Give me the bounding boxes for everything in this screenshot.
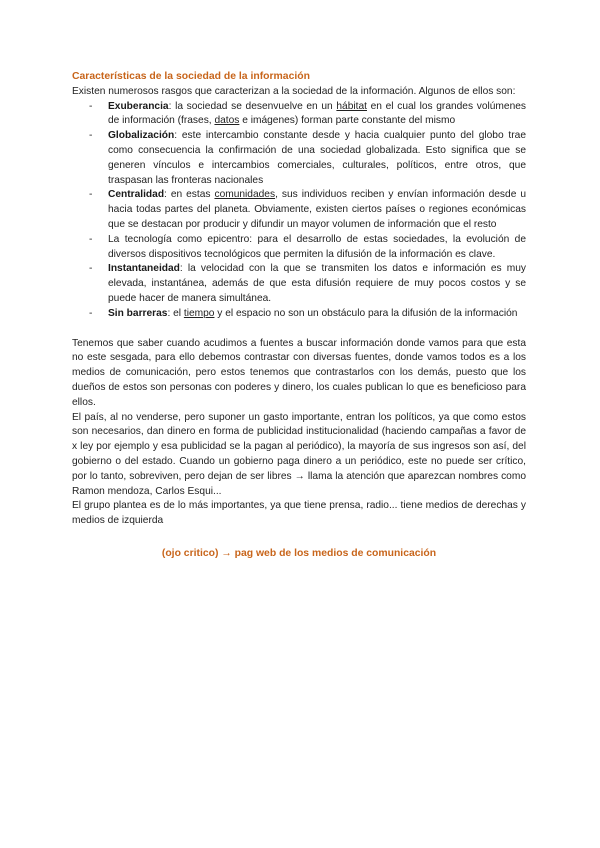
item-text: y el espacio no son un obstáculo para la difusión de la información xyxy=(214,307,518,319)
document-body xyxy=(72,70,526,562)
bullet-dash: - xyxy=(89,130,93,142)
body-paragraph-3: El grupo plantea es de lo más importantes, ya que tiene prensa, radio... tiene medios de derechas y medios de izquierda xyxy=(72,500,526,527)
bullet-dash: - xyxy=(89,307,93,319)
body-paragraph-1: Tenemos que saber cuando acudimos a fuentes a buscar información donde vamos para que esta no este sesgada, para ello debemos contrastar con diversas fuentes, donde vamos todos es a los medios de comunicación, pero estos tenemos que contrastarlos con los demás, puesto que los dueños de estos son personas con poderes y dinero, los cuales publican lo que es beneficioso para ellos. xyxy=(72,337,526,408)
item-text: , sus individuos reciben y envían información desde u hacia todas partes del planeta. Obviamente, existen ciertos países o regiones económicas que se destacan por producir y difundir un mayor volumen de información que el resto xyxy=(108,189,526,230)
list-item-globalizacion xyxy=(72,129,526,188)
list-item-exuberancia xyxy=(72,100,526,130)
link-habitat[interactable]: hábitat xyxy=(336,100,367,112)
list-item-centralidad xyxy=(72,188,526,232)
term-label: Instantaneidad xyxy=(108,263,180,275)
intro-paragraph: Existen numerosos rasgos que caracterizan a la sociedad de la información. Algunos de ellos son: xyxy=(72,85,516,97)
item-text: : la sociedad se desenvuelve en un xyxy=(168,100,337,112)
footer-note: (ojo critico) → pag web de los medios de comunicación xyxy=(161,547,437,559)
item-text: : el xyxy=(167,307,184,319)
body-paragraph-2: El país, al no venderse, pero suponer un gasto importante, entran los políticos, ya que como estos son necesarios, dan dinero en forma de publicidad institucionalidad (haciendo campañas a favor de x ley por ejemplo y esa publicidad se la pagan al periódico), la mayoría de sus ingresos son así, del gobierno o del estado. Cuando un gobierno paga dinero a un periódico, este no puede ser crítico, por lo tanto, sobreviven, pero dejan de ser libres → llama la atención que aparezcan nombres como Ramon mendoza, Carlos Esqui... xyxy=(72,411,526,497)
link-tiempo[interactable]: tiempo xyxy=(183,307,215,319)
section-heading: Características de la sociedad de la información xyxy=(72,71,310,82)
term-label: Exuberancia xyxy=(108,100,169,112)
item-text: en el cual los grandes volúmenes de información (frases, xyxy=(108,100,526,127)
item-text: : este intercambio constante desde y hacia cualquier punto del globo trae como consecuencia la confirmación de una sociedad globalizada. Esto significa que se generen vínculos e intercambios comerciales, culturales, políticos, entre otros, que traspasan las fronteras nacionales xyxy=(108,130,526,186)
term-label: Sin barreras xyxy=(108,307,168,319)
list-item-sin-barreras xyxy=(72,307,526,322)
term-label: Globalización xyxy=(108,130,175,142)
item-text: La tecnología como epicentro: para el desarrollo de estas sociedades, la evolución de diversos dispositivos tecnológicos que permiten la difusión de la información es clave. xyxy=(108,233,526,260)
term-label: Centralidad xyxy=(108,189,165,201)
link-datos[interactable]: datos xyxy=(214,115,240,127)
item-text: : en estas xyxy=(164,189,215,201)
spacer xyxy=(72,322,526,337)
bullet-dash: - xyxy=(89,233,93,245)
bullet-dash: - xyxy=(89,189,93,201)
bullet-dash: - xyxy=(89,100,93,112)
item-text: e imágenes) forman parte constante del mismo xyxy=(239,115,456,127)
list-item-tecnologia xyxy=(72,233,526,263)
bullet-dash: - xyxy=(89,263,93,275)
item-text: : la velocidad con la que se transmiten los datos e información es muy elevada, instantánea, además de que esta difusión requiere de muy pocos costos y se puede hacer de manera simultánea. xyxy=(108,263,526,304)
characteristics-list xyxy=(72,100,526,322)
link-comunidades[interactable]: comunidades xyxy=(214,189,276,201)
list-item-instantaneidad xyxy=(72,262,526,306)
